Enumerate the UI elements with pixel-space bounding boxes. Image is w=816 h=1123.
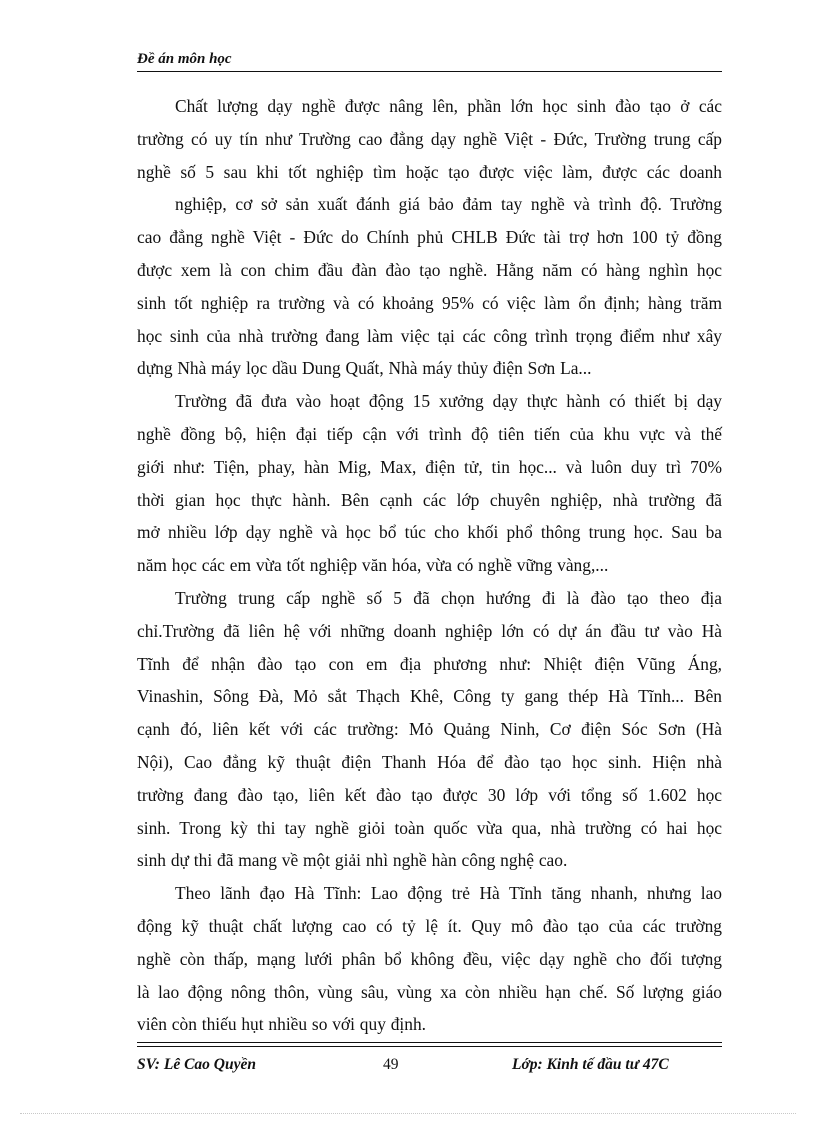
text-line: năm học các em vừa tốt nghiệp văn hóa, vừa có nghề vững vàng,... [137, 555, 609, 576]
text-line: mở nhiều lớp dạy nghề và học bổ túc cho khối phổ thông trung học. Sau ba [137, 522, 722, 543]
footer-student-name: SV: Lê Cao Quyền [137, 1056, 256, 1073]
page-footer [137, 1042, 722, 1084]
footer-rule [137, 1046, 722, 1047]
page-header [137, 49, 722, 72]
text-line: Trường trung cấp nghề số 5 đã chọn hướng đi là đào tạo theo địa [175, 587, 722, 608]
text-line: thời gian học thực hành. Bên cạnh các lớp chuyên nghiệp, nhà trường đã [137, 489, 722, 510]
text-line: trường đang đào tạo, liên kết đào tạo được 30 lớp với tổng số 1.602 học [137, 784, 722, 805]
page-number: 49 [383, 1056, 399, 1073]
text-line: học sinh của nhà trường đang làm việc tại các công trình trọng điểm như xây [137, 325, 722, 346]
text-line: được xem là con chim đầu đàn đào tạo nghề. Hằng năm có hàng nghìn học [137, 259, 722, 280]
text-line: Vinashin, Sông Đà, Mỏ sắt Thạch Khê, Công ty gang thép Hà Tĩnh... Bên [137, 686, 722, 707]
text-line: cao đẳng nghề Việt - Đức do Chính phủ CHLB Đức tài trợ hơn 100 tỷ đồng [137, 227, 722, 248]
text-line: sinh dự thi đã mang về một giải nhì nghề hàn công nghệ cao. [137, 850, 568, 871]
text-line: giới như: Tiện, phay, hàn Mig, Max, điện tử, tin học... và luôn duy trì 70% [137, 456, 722, 477]
text-line: nghề số 5 sau khi tốt nghiệp tìm hoặc tạo được việc làm, được các doanh [137, 161, 722, 182]
text-line: dựng Nhà máy lọc dầu Dung Quất, Nhà máy thủy điện Sơn La... [137, 358, 592, 379]
text-line: là lao động nông thôn, vùng sâu, vùng xa còn nhiều hạn chế. Số lượng giáo [137, 981, 722, 1002]
text-line: cạnh đó, liên kết với các trường: Mỏ Quảng Ninh, Cơ điện Sóc Sơn (Hà [137, 719, 722, 740]
body-text [137, 90, 722, 1041]
text-line: Nội), Cao đẳng kỹ thuật điện Thanh Hóa để đào tạo học sinh. Hiện nhà [137, 751, 722, 772]
text-line: nghiệp, cơ sở sản xuất đánh giá bảo đảm tay nghề và trình độ. Trường [175, 194, 722, 215]
text-line: động kỹ thuật chất lượng cao có tỷ lệ ít. Quy mô đào tạo của các trường [137, 915, 722, 936]
header-title: Đề án môn học [137, 51, 232, 67]
text-line: nghề còn thấp, mạng lưới phân bổ không đều, việc dạy nghề cho đối tượng [137, 948, 722, 969]
text-line: Chất lượng dạy nghề được nâng lên, phần lớn học sinh đào tạo ở các [175, 96, 722, 116]
text-line: sinh. Trong kỳ thi tay nghề giỏi toàn quốc vừa qua, nhà trường có hai học [137, 817, 722, 838]
text-line: nghề đồng bộ, hiện đại tiếp cận với trình độ tiên tiến của khu vực và thế [137, 423, 722, 444]
footer-rule [137, 1042, 722, 1043]
text-line: Theo lãnh đạo Hà Tĩnh: Lao động trẻ Hà Tĩnh tăng nhanh, nhưng lao [175, 883, 722, 904]
footer-class-name: Lớp: Kinh tế đầu tư 47C [512, 1056, 669, 1073]
text-line: chỉ.Trường đã liên hệ với những doanh nghiệp lớn có dự án đầu tư vào Hà [137, 620, 722, 641]
text-line: sinh tốt nghiệp ra trường và có khoảng 95% có việc làm ổn định; hàng trăm [137, 292, 722, 313]
text-line: trường có uy tín như Trường cao đẳng dạy nghề Việt - Đức, Trường trung cấp [137, 128, 722, 149]
text-line: viên còn thiếu hụt nhiều so với quy định. [137, 1014, 427, 1035]
text-line: Tĩnh để nhận đào tạo con em địa phương như: Nhiệt điện Vũng Áng, [137, 653, 722, 674]
page-edge-divider [20, 1113, 796, 1114]
text-line: Trường đã đưa vào hoạt động 15 xưởng dạy thực hành có thiết bị dạy [175, 391, 722, 412]
